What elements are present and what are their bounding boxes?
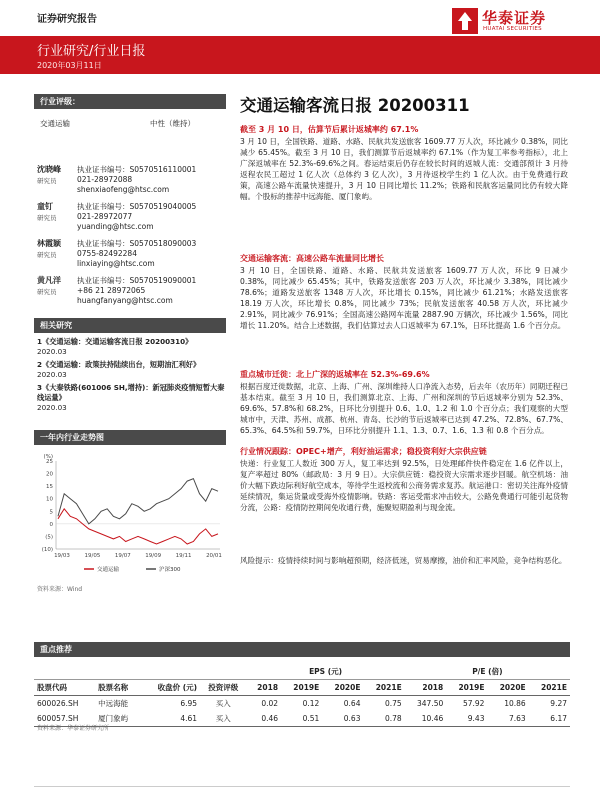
company-logo bbox=[452, 6, 570, 36]
stock-code: 600057.SH bbox=[34, 711, 95, 727]
industry-trend-chart bbox=[34, 451, 226, 579]
eps-2018: 0.02 bbox=[261, 699, 279, 708]
y-tick-label: (5) bbox=[45, 534, 53, 541]
col-header: 2018 bbox=[405, 680, 447, 696]
section-heading: 行业情况跟踪：OPEC+增产，利好油运需求；稳投资利好大宗供应链 bbox=[240, 447, 487, 456]
legend-label: 交通运输 bbox=[97, 567, 120, 573]
col-header: 2021E bbox=[529, 680, 570, 696]
chart-head: 一年内行业走势图 bbox=[34, 430, 226, 445]
series-line-csi300 bbox=[58, 479, 218, 524]
x-tick-label: 20/01 bbox=[206, 553, 222, 559]
analyst-email[interactable]: huangfanyang@htsc.com bbox=[77, 296, 173, 305]
y-tick-label: 15 bbox=[46, 484, 53, 491]
pe-2020e: 7.63 bbox=[487, 711, 528, 727]
eps-2020e: 0.63 bbox=[322, 711, 363, 727]
related-item[interactable] bbox=[37, 360, 227, 380]
analyst-role: 研究员 bbox=[37, 288, 57, 296]
close-price: 6.95 bbox=[180, 699, 198, 708]
pe-2019e: 57.92 bbox=[462, 699, 485, 708]
analyst-email[interactable]: linxiaying@htsc.com bbox=[77, 259, 155, 268]
investment-rating: 买入 bbox=[200, 711, 246, 727]
section-heading: 重点城市迁徙：北上广深的返城率在 52.3%-69.6% bbox=[240, 370, 430, 379]
analyst-phone: 021-28972077 bbox=[77, 212, 133, 221]
rating-value: 中性（维持） bbox=[150, 119, 195, 128]
page-title: 交通运输客流日报 20200311 bbox=[240, 96, 470, 115]
related-list bbox=[37, 337, 227, 416]
eps-2019e: 0.12 bbox=[302, 699, 320, 708]
y-tick-label: 0 bbox=[49, 521, 53, 528]
x-tick-label: 19/09 bbox=[145, 553, 162, 559]
stock-name: 厦门象屿 bbox=[95, 711, 141, 727]
y-tick-label: 5 bbox=[49, 509, 53, 516]
huatai-logo-icon bbox=[452, 8, 478, 34]
col-header: 收盘价 (元) bbox=[141, 680, 200, 696]
risk-note: 风险提示：疫情持续时间与影响超预期，经济低迷，贸易摩擦，油价和汇率风险，竞争结构恶化。 bbox=[240, 556, 567, 565]
section-body: 3 月 10 日，全国铁路、道路、水路、民航共发送旅客 1609.77 万人次，环比 9 日减少 0.38%，同比减少 65.45%；其中，铁路发送旅客 203 万人次，环比减少 3.38%，同比减少 78.6%；道路发送旅客 1348 万人次，环比增长 0.15%，同比减少 61.21%；水路发送旅客 18.19 万人次，环比增长 0.8%，同比减少 73%；民航发送旅客 40.58 万人次，环比减少 2.91%，同比减少 76.91%；全国高速公路网车流量 2887.90 万辆次，环比减少 1.56%，同比增长 11.20%。结合上述数据，我们估算过去人口返城率为 67.1%，日环比提高 1.6 个百分点。 bbox=[240, 266, 568, 330]
section-body: 3 月 10 日，全国铁路、道路、水路、民航共发送旅客 1609.77 万人次，环比减少 0.38%，同比减少 65.45%。截至 3 月 10 日，我们测算节后返城率约 67.1%（作为复工率参考指标），北上广深返城率在 52.3%-69.6%之间。春运结束后仍存在较长时间的返城人流：交通部预计 3 月待返程农民工超过 1 亿人次（总体约 3 亿人次），3 月待返校学生约 1 亿人次。由于免费通行政策，高速公路车流量快速提升，3 月 10 日同比增长 11.2%；铁路和民航客运量同比仍有较大降幅。个股标的推荐中远海能、厦门象屿。 bbox=[240, 137, 568, 201]
eps-2021e: 0.75 bbox=[385, 699, 402, 708]
related-item-date: 2020.03 bbox=[37, 370, 67, 379]
analyst-card bbox=[37, 239, 229, 279]
rating-block bbox=[40, 118, 226, 129]
y-tick-label: 25 bbox=[46, 459, 53, 465]
pe-2020e: 10.86 bbox=[504, 699, 526, 708]
eps-2018: 0.46 bbox=[246, 711, 281, 727]
y-tick-label: (%) bbox=[43, 454, 53, 460]
section-body: 快递：行业复工人数近 300 万人，复工率达到 92.5%，日处理邮件快件稳定在 1.6 亿件以上，复产率超过 80%（邮政局：3 月 9 日）。大宗供应链：稳投资大宗需求逐步回暖。航空机场：油价大幅下跌边际利好航空成本，等待学生返校流和公商务需求复苏。航运港口：密切关注海外疫情延续情况，集运货量或受海外疫情影响。铁路：客运受需求冲击较大，公路免费通行可能引起货物分流，公路：疫情防控期间免收通行费，施聚短期盈利与现金流。 bbox=[240, 459, 568, 512]
pe-2018: 10.46 bbox=[405, 711, 447, 727]
analyst-name: 林霞颖 bbox=[37, 239, 61, 248]
analyst-name: 沈晓峰 bbox=[37, 165, 61, 174]
analyst-license: 执业证书编号：S0570519090001 bbox=[77, 276, 197, 285]
related-item[interactable] bbox=[37, 337, 227, 357]
pe-2019e: 9.43 bbox=[446, 711, 487, 727]
report-date: 2020年03月11日 bbox=[37, 61, 102, 70]
related-item-title: 1《交通运输：交通运输客流日报 20200310》 bbox=[37, 337, 193, 346]
stock-code: 600026.SH bbox=[37, 699, 79, 708]
investment-rating: 买入 bbox=[215, 699, 231, 708]
analyst-card bbox=[37, 165, 229, 205]
section-heading: 交通运输客流：高速公路车流量同比增长 bbox=[240, 254, 384, 263]
x-tick-label: 19/05 bbox=[84, 553, 101, 559]
rating-head: 行业评级： bbox=[34, 94, 226, 109]
analyst-email[interactable]: yuanding@htsc.com bbox=[77, 222, 154, 231]
pe-2021e: 6.17 bbox=[529, 711, 570, 727]
report-type: 证券研究报告 bbox=[37, 14, 97, 25]
eps-2019e: 0.51 bbox=[281, 711, 322, 727]
col-header: 2019E bbox=[446, 680, 487, 696]
pe-2018: 347.50 bbox=[417, 699, 444, 708]
col-header: 2018 bbox=[246, 680, 281, 696]
analyst-role: 研究员 bbox=[37, 177, 57, 185]
section-heading: 截至 3 月 10 日，估算节后累计返城率约 67.1% bbox=[240, 125, 419, 134]
logo-text-cn: 华泰证券 bbox=[482, 9, 547, 27]
logo-text-en: HUATAI SECURITIES bbox=[483, 26, 542, 32]
section-body: 根据百度迁徙数据，北京、上海、广州、深圳维持人口净流入态势，后去年（农历年）同期迁程已基本结束。截至 3 月 10 日，我们测算北京、上海、广州和深圳的节后返城率分别为 52.3%、69.6%、57.8%和 68.2%，日环比分别提升 0.6、1.0、1.2 和 1.0 个百分点；我们观察的大型城市中，天津、苏州、成都、杭州、青岛、长沙的节后返城率已达到 47.2%、72.8%、67.7%、65.3%、64.5%和 59.7%，日环比分别提升 1.1、1.3、0.7、1.6、1.3 和 0.8 个百分点。 bbox=[240, 382, 568, 435]
col-header: 2021E bbox=[363, 680, 404, 696]
analyst-phone: 0755-82492284 bbox=[77, 249, 137, 258]
eps-group-label: EPS (元) bbox=[246, 664, 404, 680]
related-item-title: 3《大秦铁路(601006 SH,增持)：新冠肺炎疫情短暂大秦线运量》 bbox=[37, 383, 225, 402]
table-row bbox=[34, 696, 570, 712]
rating-industry: 交通运输 bbox=[40, 119, 70, 128]
col-header: 2020E bbox=[322, 680, 363, 696]
pe-2021e: 9.27 bbox=[550, 699, 567, 708]
analyst-card bbox=[37, 276, 229, 316]
y-tick-label: 20 bbox=[46, 471, 53, 478]
col-header: 2019E bbox=[281, 680, 322, 696]
col-header: 投资评级 bbox=[200, 680, 246, 696]
analyst-license: 执业证书编号：S0570516110001 bbox=[77, 165, 197, 174]
related-item-title: 2《交通运输：政策扶持陆续出台，短期油汇利好》 bbox=[37, 360, 201, 369]
close-price: 4.61 bbox=[141, 711, 200, 727]
chart-source: 资料来源：Wind bbox=[37, 586, 83, 593]
analyst-name: 黄凡洋 bbox=[37, 276, 61, 285]
related-item-date: 2020.03 bbox=[37, 347, 67, 356]
related-head: 相关研究 bbox=[34, 318, 226, 333]
footer-divider bbox=[34, 786, 570, 787]
analyst-license: 执业证书编号：S0570518090003 bbox=[77, 239, 197, 248]
related-item-date: 2020.03 bbox=[37, 403, 67, 412]
analyst-phone: +86 21 28972065 bbox=[77, 286, 146, 295]
table-row bbox=[34, 711, 570, 727]
y-tick-label: (10) bbox=[41, 547, 53, 553]
legend-label: 沪深300 bbox=[159, 567, 181, 573]
eps-2020e: 0.64 bbox=[343, 699, 361, 708]
report-category: 行业研究/行业日报 bbox=[37, 44, 146, 59]
x-tick-label: 19/07 bbox=[114, 553, 131, 559]
series-line-transport bbox=[58, 509, 218, 544]
eps-2021e: 0.78 bbox=[363, 711, 404, 727]
x-tick-label: 19/03 bbox=[54, 553, 70, 559]
analyst-license: 执业证书编号：S0570519040005 bbox=[77, 202, 197, 211]
stock-name: 中远海能 bbox=[98, 699, 129, 708]
table-source: 资料来源：华泰证券研究所 bbox=[37, 725, 110, 732]
analyst-email[interactable]: shenxiaofeng@htsc.com bbox=[77, 185, 170, 194]
recommend-head: 重点推荐 bbox=[34, 642, 570, 657]
analyst-phone: 021-28972088 bbox=[77, 175, 133, 184]
col-header: 股票代码 bbox=[34, 680, 95, 696]
x-tick-label: 19/11 bbox=[175, 553, 192, 559]
recommend-table bbox=[34, 664, 570, 727]
related-item[interactable] bbox=[37, 383, 227, 413]
pe-group-label: P/E (倍) bbox=[405, 664, 570, 680]
analyst-name: 童钉 bbox=[37, 202, 53, 211]
analyst-card bbox=[37, 202, 229, 242]
analyst-role: 研究员 bbox=[37, 214, 57, 222]
col-header: 股票名称 bbox=[95, 680, 141, 696]
col-header: 2020E bbox=[487, 680, 528, 696]
y-tick-label: 10 bbox=[46, 496, 53, 503]
analyst-role: 研究员 bbox=[37, 251, 57, 259]
